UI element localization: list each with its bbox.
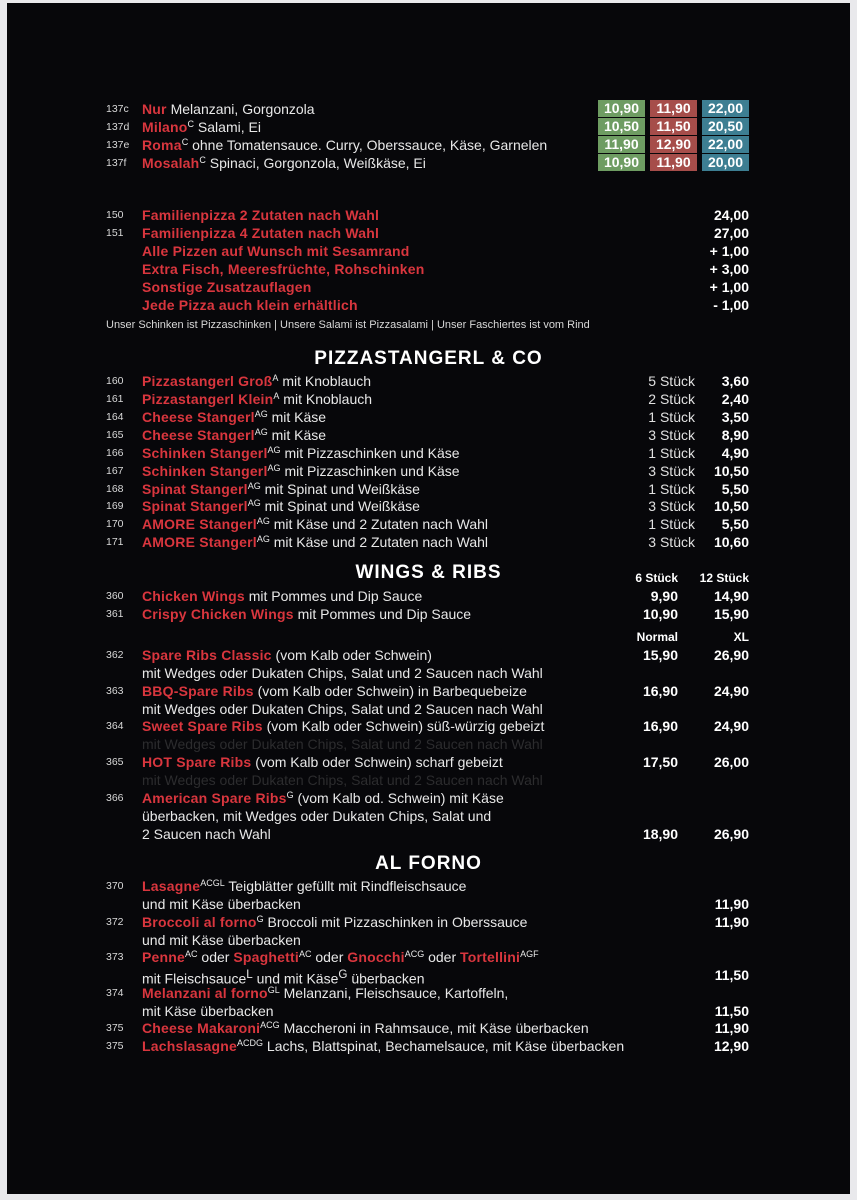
item-name: Melanzani al forno [142, 985, 268, 1001]
item-description: mit Spinat und Weißkäse [260, 481, 420, 497]
menu-item [7, 984, 850, 1002]
item-description: mit Pommes und Dip Sauce [293, 606, 472, 622]
menu-item [7, 515, 850, 533]
item-price-small: 10,90 [642, 606, 678, 622]
menu-item [7, 533, 850, 551]
item-name: Penne [142, 949, 186, 965]
allergen-code: A [273, 391, 280, 401]
item-number: 374 [106, 987, 124, 999]
item-description: (vom Kalb oder Schwein) in Barbequebeize [253, 683, 527, 699]
item-continuation [7, 807, 850, 825]
item-price-normal: 16,90 [642, 718, 678, 734]
item-number: 169 [106, 500, 124, 512]
item-name: HOT Spare Ribs [142, 754, 252, 770]
item-description-cont: und mit Käse überbacken [142, 896, 301, 912]
item-description: Salami, Ei [194, 119, 261, 135]
item-name: AMORE Stangerl [142, 516, 257, 532]
item-number: 164 [106, 411, 124, 423]
allergen-code: C [199, 155, 206, 165]
item-number: 375 [106, 1022, 124, 1034]
menu-item [7, 948, 850, 966]
item-continuation [7, 771, 850, 789]
item-continuation [7, 825, 850, 843]
item-price: 5,50 [721, 516, 749, 532]
price-box-blue: 20,50 [702, 118, 749, 135]
price-box-blue: 22,00 [702, 100, 749, 117]
item-number: 137d [106, 121, 130, 133]
item-description: mit Käse und 2 Zutaten nach Wahl [269, 534, 488, 550]
menu-item [7, 646, 850, 664]
allergen-code: ACG [260, 1020, 280, 1030]
menu-item [7, 913, 850, 931]
item-description: mit Knoblauch [278, 373, 372, 389]
item-name: Spinat Stangerl [142, 481, 248, 497]
menu-page [7, 3, 850, 1194]
column-header: 6 Stück [635, 571, 678, 585]
allergen-code: AG [247, 481, 261, 491]
item-name: Chicken Wings [142, 588, 245, 604]
item-continuation [7, 700, 850, 718]
item-number: 360 [106, 590, 124, 602]
item-price-xl: 24,90 [713, 718, 749, 734]
menu-item [7, 390, 850, 408]
item-continuation [7, 735, 850, 753]
price-box-red: 12,90 [650, 136, 697, 153]
item-name: Spaghetti [233, 949, 299, 965]
price-box-green: 10,90 [598, 100, 645, 117]
allergen-code: AG [267, 445, 281, 455]
item-price-xl: 24,90 [713, 683, 749, 699]
item-description: mit Käse [267, 409, 327, 425]
menu-item [7, 260, 850, 278]
item-price: 11,90 [714, 1020, 749, 1036]
item-price-xl: 26,00 [713, 754, 749, 770]
allergen-code: C [181, 137, 189, 147]
menu-item [7, 426, 850, 444]
item-name: Spare Ribs Classic [142, 647, 272, 663]
item-description: mit Käse und 2 Zutaten nach Wahl [269, 516, 488, 532]
allergen-code: L [246, 968, 253, 981]
item-number: 365 [106, 756, 124, 768]
item-description: mit Käse [267, 427, 327, 443]
item-description: (vom Kalb oder Schwein) süß-würzig gebeizt [262, 718, 545, 734]
allergen-code: ACDG [237, 1038, 264, 1048]
item-description: Maccheroni in Rahmsauce, mit Käse überbacken [279, 1020, 589, 1036]
item-name: Nur [142, 101, 167, 117]
item-description: Teigblätter gefüllt mit Rindfleischsauce [224, 878, 467, 894]
menu-item [7, 296, 850, 314]
item-name: Sweet Spare Ribs [142, 718, 263, 734]
item-description: Melanzani, Fleischsauce, Kartoffeln, [279, 985, 509, 1001]
ingredient-note: Unser Schinken ist Pizzaschinken | Unsere Salami ist Pizzasalami | Unser Faschiertes ist vom Rind [106, 319, 590, 331]
item-name: Broccoli al forno [142, 914, 257, 930]
item-number: 375 [106, 1040, 124, 1052]
item-number: 370 [106, 880, 124, 892]
item-price-normal: 17,50 [642, 754, 678, 770]
item-price: - 1,00 [713, 297, 749, 313]
item-name: Gnocchi [347, 949, 405, 965]
item-number: 167 [106, 465, 124, 477]
item-number: 362 [106, 649, 124, 661]
price-box-blue: 22,00 [702, 136, 749, 153]
section-heading: PIZZASTANGERL & CO [314, 348, 543, 369]
allergen-code: AG [254, 409, 268, 419]
item-number: 361 [106, 608, 124, 620]
item-number: 166 [106, 447, 124, 459]
item-price: 12,90 [713, 1038, 749, 1054]
item-name: Mosalah [142, 155, 200, 171]
item-description: Melanzani, Gorgonzola [166, 101, 315, 117]
item-price: + 3,00 [709, 261, 749, 277]
item-name: Lachslasagne [142, 1038, 237, 1054]
item-description-cont: mit Fleischsauce [142, 970, 247, 987]
item-price: 11,90 [714, 914, 749, 930]
item-price: + 1,00 [709, 243, 749, 259]
item-price: 10,50 [713, 463, 749, 479]
item-name: Crispy Chicken Wings [142, 606, 294, 622]
item-description: (vom Kalb od. Schwein) mit Käse [293, 790, 504, 806]
item-name: Milano [142, 119, 188, 135]
item-description: mit Pommes und Dip Sauce [244, 588, 423, 604]
item-continuation [7, 966, 850, 987]
item-name: Pizzastangerl Groß [142, 373, 273, 389]
item-name: Cheese Stangerl [142, 427, 255, 443]
item-description: mit Pizzaschinken und Käse [280, 445, 460, 461]
item-price: 5,50 [721, 481, 749, 497]
item-quantity: 3 Stück [648, 534, 695, 550]
item-description-cont: mit Wedges oder Dukaten Chips, Salat und 2 Saucen nach Wahl [142, 736, 543, 752]
item-quantity: 1 Stück [648, 409, 695, 425]
price-box-green: 10,90 [598, 154, 645, 171]
item-number: 363 [106, 685, 124, 697]
menu-item [7, 497, 850, 515]
item-price-normal: 18,90 [642, 826, 678, 842]
column-header: XL [733, 630, 749, 644]
price-box-red: 11,50 [650, 118, 697, 135]
menu-item [7, 753, 850, 771]
price-box-green: 11,90 [598, 136, 645, 153]
item-name: Alle Pizzen auf Wunsch mit Sesamrand [142, 243, 410, 259]
allergen-code: G [256, 914, 264, 924]
allergen-code: ACGL [200, 878, 225, 888]
item-connector: oder [311, 949, 348, 965]
item-name: Extra Fisch, Meeresfrüchte, Rohschinken [142, 261, 425, 277]
menu-item [7, 462, 850, 480]
menu-item [7, 1037, 850, 1055]
column-header: 12 Stück [699, 571, 749, 585]
allergen-code: AG [256, 534, 270, 544]
item-number: 372 [106, 916, 124, 928]
item-name: AMORE Stangerl [142, 534, 257, 550]
item-description: mit Knoblauch [279, 391, 373, 407]
menu-item [7, 877, 850, 895]
menu-item [7, 278, 850, 296]
item-name: American Spare Ribs [142, 790, 287, 806]
item-price: 2,40 [721, 391, 749, 407]
item-connector: oder [424, 949, 461, 965]
item-description-cont: und mit Käse [252, 970, 339, 987]
item-price: 11,90 [714, 896, 749, 912]
allergen-code: A [272, 373, 279, 383]
allergen-code: AG [254, 427, 268, 437]
item-description: (vom Kalb oder Schwein) scharf gebeizt [251, 754, 503, 770]
item-name: Lasagne [142, 878, 201, 894]
item-price: 27,00 [713, 225, 749, 241]
item-continuation [7, 1002, 850, 1020]
item-number: 168 [106, 483, 124, 495]
item-description: Lachs, Blattspinat, Bechamelsauce, mit Käse überbacken [263, 1038, 625, 1054]
item-number: 170 [106, 518, 124, 530]
item-price-xl: 26,90 [713, 826, 749, 842]
item-description: ohne Tomatensauce. Curry, Oberssauce, Käse, Garnelen [188, 137, 548, 153]
item-quantity: 3 Stück [648, 498, 695, 514]
item-price: 11,50 [714, 1003, 749, 1019]
item-price: 8,90 [721, 427, 749, 443]
price-box-red: 11,90 [650, 100, 697, 117]
item-price-xl: 26,90 [713, 647, 749, 663]
menu-item [7, 372, 850, 390]
menu-item [7, 444, 850, 462]
item-price: 4,90 [721, 445, 749, 461]
allergen-code: AGF [520, 949, 539, 959]
item-quantity: 1 Stück [648, 445, 695, 461]
item-description: Spinaci, Gorgonzola, Weißkäse, Ei [205, 155, 426, 171]
item-price: + 1,00 [709, 279, 749, 295]
item-number: 137f [106, 157, 127, 169]
item-number: 150 [106, 209, 124, 221]
menu-item [7, 682, 850, 700]
item-price-normal: 15,90 [642, 647, 678, 663]
allergen-code: AC [298, 949, 312, 959]
allergen-code: C [187, 119, 195, 129]
menu-item [7, 789, 850, 807]
menu-item [7, 1019, 850, 1037]
item-number: 161 [106, 393, 124, 405]
item-quantity: 3 Stück [648, 463, 695, 479]
item-description-cont: 2 Saucen nach Wahl [142, 826, 271, 842]
price-box-blue: 20,00 [702, 154, 749, 171]
item-description: Broccoli mit Pizzaschinken in Oberssauce [263, 914, 528, 930]
item-price: 11,50 [714, 967, 749, 983]
item-description-cont: mit Wedges oder Dukaten Chips, Salat und 2 Saucen nach Wahl [142, 701, 543, 717]
item-name: Jede Pizza auch klein erhältlich [142, 297, 358, 313]
item-name: Schinken Stangerl [142, 463, 268, 479]
item-price-large: 15,90 [713, 606, 749, 622]
item-name: Cheese Makaroni [142, 1020, 261, 1036]
item-price: 3,50 [721, 409, 749, 425]
item-name: Roma [142, 137, 182, 153]
allergen-code: GL [267, 985, 280, 995]
item-continuation [7, 664, 850, 682]
item-name: Cheese Stangerl [142, 409, 255, 425]
item-name: Familienpizza 2 Zutaten nach Wahl [142, 207, 380, 223]
menu-item [7, 717, 850, 735]
menu-item [7, 224, 850, 242]
item-number: 171 [106, 536, 124, 548]
item-name: Pizzastangerl Klein [142, 391, 274, 407]
item-price-small: 9,90 [650, 588, 678, 604]
item-name: Schinken Stangerl [142, 445, 268, 461]
item-connector: oder [197, 949, 234, 965]
item-quantity: 5 Stück [648, 373, 695, 389]
column-header: Normal [636, 630, 678, 644]
item-price-normal: 16,90 [642, 683, 678, 699]
item-price-large: 14,90 [713, 588, 749, 604]
menu-item [7, 587, 850, 605]
item-name: Tortellini [460, 949, 521, 965]
price-box-red: 11,90 [650, 154, 697, 171]
item-name: Spinat Stangerl [142, 498, 248, 514]
item-number: 137e [106, 139, 130, 151]
allergen-code: AG [247, 498, 261, 508]
item-price: 3,60 [721, 373, 749, 389]
item-quantity: 3 Stück [648, 427, 695, 443]
item-quantity: 1 Stück [648, 481, 695, 497]
allergen-code: G [338, 968, 348, 981]
section-heading: WINGS & RIBS [355, 562, 502, 583]
section-heading: AL FORNO [375, 853, 482, 874]
allergen-code: ACG [404, 949, 425, 959]
menu-item [7, 206, 850, 224]
item-name: Sonstige Zusatzauflagen [142, 279, 312, 295]
menu-item [7, 480, 850, 498]
item-quantity: 1 Stück [648, 516, 695, 532]
item-price: 24,00 [713, 207, 749, 223]
item-quantity: 2 Stück [648, 391, 695, 407]
item-number: 373 [106, 951, 124, 963]
item-continuation [7, 931, 850, 949]
item-description-cont: mit Käse überbacken [142, 1003, 274, 1019]
item-description-cont: überbacken [347, 970, 425, 987]
menu-item [7, 242, 850, 260]
item-number: 364 [106, 720, 124, 732]
item-description-cont: und mit Käse überbacken [142, 932, 301, 948]
item-description: (vom Kalb oder Schwein) [271, 647, 432, 663]
allergen-code: AG [267, 463, 281, 473]
item-continuation [7, 895, 850, 913]
allergen-code: G [286, 790, 294, 800]
allergen-code: AC [185, 949, 198, 959]
item-description: mit Spinat und Weißkäse [260, 498, 420, 514]
item-number: 137c [106, 103, 129, 115]
item-number: 165 [106, 429, 124, 441]
item-number: 151 [106, 227, 124, 239]
item-name: Familienpizza 4 Zutaten nach Wahl [142, 225, 380, 241]
item-number: 366 [106, 792, 124, 804]
item-description-cont: überbacken, mit Wedges oder Dukaten Chips, Salat und [142, 808, 492, 824]
item-description-cont: mit Wedges oder Dukaten Chips, Salat und 2 Saucen nach Wahl [142, 772, 543, 788]
item-price: 10,60 [713, 534, 749, 550]
allergen-code: AG [256, 516, 270, 526]
price-box-green: 10,50 [598, 118, 645, 135]
item-description-cont: mit Wedges oder Dukaten Chips, Salat und 2 Saucen nach Wahl [142, 665, 543, 681]
menu-item [7, 408, 850, 426]
menu-item [7, 605, 850, 623]
item-price: 10,50 [713, 498, 749, 514]
item-name: BBQ-Spare Ribs [142, 683, 254, 699]
item-description: mit Pizzaschinken und Käse [280, 463, 460, 479]
item-number: 160 [106, 375, 124, 387]
